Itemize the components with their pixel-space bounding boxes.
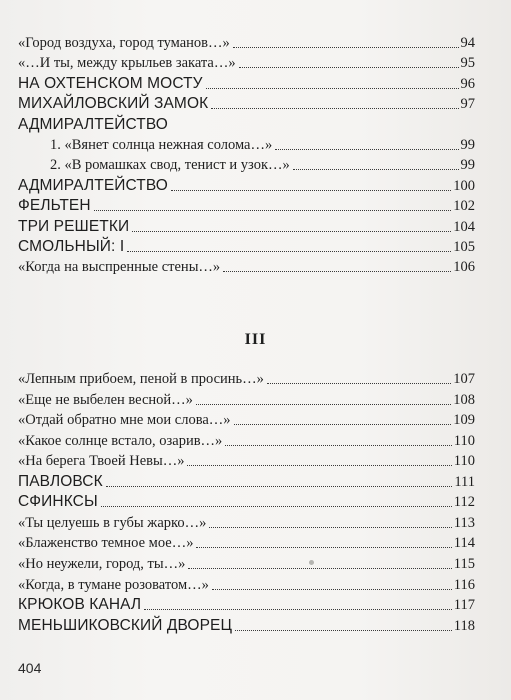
toc-entry [0, 472, 511, 492]
toc-entry-title: «На берега Твоей Невы…» [18, 453, 185, 470]
toc-leader-dots [275, 149, 459, 150]
toc-entry-page: 107 [453, 371, 475, 387]
toc-leader-dots [196, 404, 451, 405]
toc-entry-page: 106 [453, 259, 475, 276]
toc-leader-dots [106, 486, 452, 487]
toc-entry-page: 105 [453, 239, 475, 255]
toc-entry [0, 595, 511, 615]
toc-entry-page: 99 [460, 157, 475, 174]
toc-entry [0, 431, 511, 451]
toc-entry [0, 616, 511, 636]
toc-entry-page: 114 [453, 535, 475, 552]
toc-entry-page: 118 [453, 617, 475, 634]
toc-entry-title: «Еще не выбелен весной…» [18, 391, 193, 408]
toc-entry [0, 74, 511, 94]
toc-entry [0, 257, 511, 277]
toc-entry-page: 102 [453, 198, 475, 215]
toc-entry-title: «Когда, в тумане розоватом…» [18, 576, 209, 593]
section-heading: III [244, 331, 267, 348]
toc-entry-page: 94 [460, 35, 475, 51]
toc-entry [0, 533, 511, 553]
toc-leader-dots [209, 527, 452, 528]
toc-entry-page: 109 [453, 412, 475, 429]
toc-entry-title: КРЮКОВ КАНАЛ [18, 596, 142, 614]
toc-entry-title: «Но неужели, город, ты…» [18, 555, 186, 572]
toc-entry-page: 112 [453, 494, 475, 511]
toc-entry-title: «Ты целуешь в губы жарко…» [18, 514, 207, 531]
toc-entry [0, 237, 511, 257]
toc-leader-dots [239, 67, 459, 68]
toc-leader-dots [94, 210, 451, 211]
toc-entry [0, 196, 511, 216]
toc-leader-dots [223, 271, 451, 272]
toc-leader-dots [101, 506, 452, 507]
toc-entry [0, 369, 511, 389]
toc-leader-dots [127, 251, 451, 252]
toc-leader-dots [233, 47, 459, 48]
toc-entry [0, 554, 511, 574]
toc-entry-title: «Отдай обратно мне мои слова…» [18, 412, 231, 429]
toc-entry [0, 492, 511, 512]
toc-leader-dots [211, 108, 459, 109]
toc-leader-dots [171, 190, 451, 191]
toc-leader-dots [132, 231, 451, 232]
toc-entry-page: 99 [460, 137, 475, 153]
toc-entry-page: 110 [453, 453, 475, 470]
toc-leader-dots [196, 547, 452, 548]
toc-entry-title: ФЕЛЬТЕН [18, 197, 91, 215]
toc-entry [0, 53, 511, 73]
toc-leader-dots [235, 630, 452, 631]
toc-entry-page: 96 [460, 75, 475, 92]
toc-entry-page: 117 [453, 597, 475, 614]
toc-entry [0, 33, 511, 53]
toc-entry-page: 113 [453, 514, 475, 531]
toc-entry-page: 95 [460, 55, 475, 72]
toc-entry-title: 1. «Вянет солнца нежная солома…» [50, 137, 273, 153]
toc-leader-dots [293, 169, 459, 170]
toc-entry-page: 108 [453, 391, 475, 408]
toc-entry-title: СМОЛЬНЫЙ: I [18, 238, 125, 255]
toc-entry-title: ПАВЛОВСК [18, 472, 103, 490]
toc-entry [0, 217, 511, 237]
toc-entry [0, 410, 511, 430]
toc-entry-title: ТРИ РЕШЕТКИ [18, 217, 130, 235]
toc-entry-title: МИХАЙЛОВСКИЙ ЗАМОК [18, 95, 209, 113]
toc-entry [0, 451, 511, 471]
toc-entry [0, 94, 511, 114]
toc-entry [0, 115, 511, 135]
toc-entry-page: 97 [460, 96, 475, 113]
toc-entry-page: 110 [453, 432, 475, 449]
toc-entry-page: 116 [453, 576, 475, 593]
toc-entry [0, 155, 511, 175]
toc-leader-dots [212, 589, 452, 590]
toc-entry-title: «Город воздуха, город туманов…» [18, 35, 230, 51]
toc-leader-dots [144, 609, 452, 610]
toc-entry-title: АДМИРАЛТЕЙСТВО [18, 176, 168, 194]
toc-entry-title: МЕНЬШИКОВСКИЙ ДВОРЕЦ [18, 616, 233, 634]
toc-leader-dots [206, 88, 459, 89]
toc-entry-page: 104 [453, 218, 475, 235]
toc-leader-dots [234, 424, 451, 425]
toc-entry [0, 390, 511, 410]
toc-leader-dots [225, 445, 452, 446]
toc-entry-title: НА ОХТЕНСКОМ МОСТУ [18, 74, 203, 92]
toc-entry [0, 176, 511, 196]
toc-entry-title: «Когда на выспренные стены…» [18, 259, 221, 276]
toc-entry-title: «…И ты, между крыльев заката…» [18, 55, 236, 72]
paper-speck [309, 560, 314, 565]
toc-entry-title: 2. «В ромашках свод, тенист и узок…» [50, 157, 290, 174]
toc-entry-title: АДМИРАЛТЕЙСТВО [18, 115, 168, 133]
page-number: 404 [18, 660, 42, 676]
toc-leader-dots [267, 383, 451, 384]
toc-entry-title: «Какое солнце встало, озарив…» [18, 432, 223, 449]
toc-entry-title: «Блаженство темное мое…» [18, 535, 194, 552]
toc-entry-page: 111 [454, 473, 475, 490]
toc-entry-page: 115 [453, 555, 475, 572]
toc-entry [0, 135, 511, 155]
toc-leader-dots [187, 465, 452, 466]
toc-entry-page: 100 [453, 177, 475, 194]
toc-entry-title: «Лепным прибоем, пеной в просинь…» [18, 371, 264, 387]
toc-leader-dots [188, 568, 452, 569]
toc-entry-title: СФИНКСЫ [18, 493, 98, 511]
toc-entry [0, 575, 511, 595]
toc-entry [0, 513, 511, 533]
